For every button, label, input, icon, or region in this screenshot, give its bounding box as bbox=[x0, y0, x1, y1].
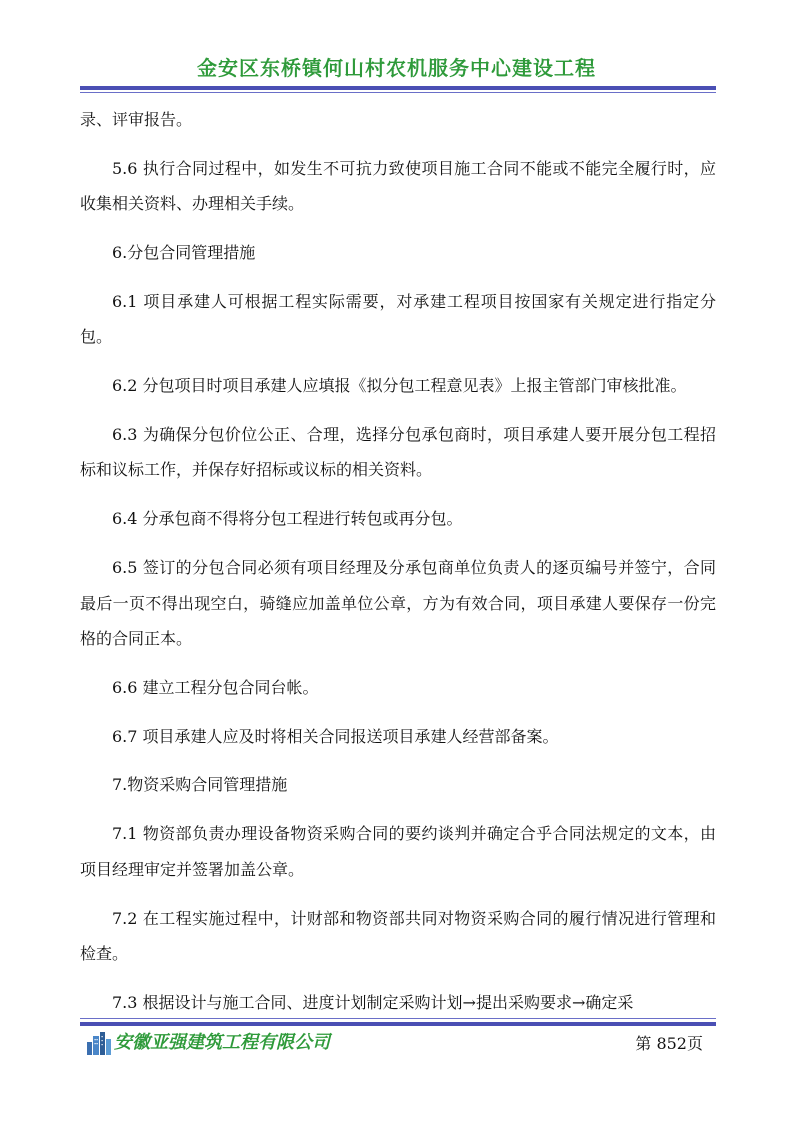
body-paragraph: 6.2 分包项目时项目承建人应填报《拟分包工程意见表》上报主管部门审核批准。 bbox=[112, 376, 687, 396]
document-body bbox=[80, 102, 716, 1034]
body-paragraph: 6.分包合同管理措施 bbox=[112, 243, 256, 263]
header-rule-thick bbox=[80, 86, 716, 90]
body-paragraph: 7.3 根据设计与施工合同、进度计划制定采购计划→提出采购要求→确定采 bbox=[112, 992, 634, 1012]
building-logo-icon bbox=[86, 1030, 112, 1056]
body-paragraph: 6.5 签订的分包合同必须有项目经理及分承包商单位负责人的逐页编号并签宁，合同最后一页不得出现空白，骑缝应加盖单位公章，方为有效合同，项目承建人要保存一份完格的合同正本。 bbox=[80, 558, 716, 649]
body-paragraph: 6.3 为确保分包价位公正、合理，选择分包承包商时，项目承建人要开展分包工程招标和议标工作，并保存好招标或议标的相关资料。 bbox=[80, 424, 716, 480]
body-paragraph: 5.6 执行合同过程中，如发生不可抗力致使项目施工合同不能或不能完全履行时，应收集相关资料、办理相关手续。 bbox=[80, 158, 716, 214]
body-paragraph: 6.7 项目承建人应及时将相关合同报送项目承建人经营部备案。 bbox=[112, 726, 559, 746]
body-paragraph: 录、评审报告。 bbox=[80, 110, 193, 129]
body-paragraph: 6.6 建立工程分包合同台帐。 bbox=[112, 677, 319, 697]
body-paragraph: 7.1 物资部负责办理设备物资采购合同的要约谈判并确定合乎合同法规定的文本，由项目经理审定并签署加盖公章。 bbox=[80, 824, 716, 879]
footer-rule-thick bbox=[80, 1022, 716, 1026]
body-paragraph: 7.2 在工程实施过程中，计财部和物资部共同对物资采购合同的履行情况进行管理和检查。 bbox=[80, 908, 716, 964]
page-number: 第 852页 bbox=[635, 1034, 703, 1053]
footer-rule-thin bbox=[80, 1018, 716, 1019]
footer-company-name: 安徽亚强建筑工程有限公司 bbox=[114, 1032, 330, 1053]
body-paragraph: 7.物资采购合同管理措施 bbox=[112, 775, 288, 795]
header-title: 金安区东桥镇何山村农机服务中心建设工程 bbox=[197, 56, 596, 80]
header-rule-thin bbox=[80, 92, 716, 93]
body-paragraph: 6.1 项目承建人可根据工程实际需要，对承建工程项目按国家有关规定进行指定分包。 bbox=[80, 291, 716, 347]
body-paragraph: 6.4 分承包商不得将分包工程进行转包或再分包。 bbox=[112, 509, 463, 529]
